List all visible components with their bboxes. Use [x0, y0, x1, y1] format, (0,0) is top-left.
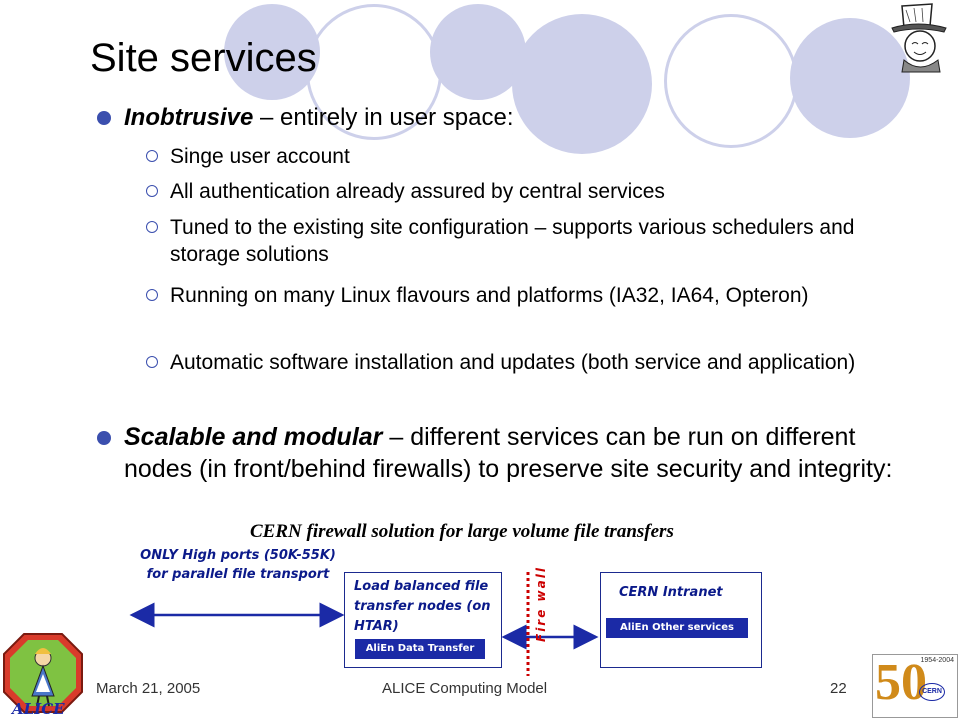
- cern-logo-dates: 1954-2004: [920, 657, 954, 664]
- diagram-caption: CERN firewall solution for large volume file transfers: [250, 521, 674, 542]
- footer-date: March 21, 2005: [96, 680, 201, 697]
- bullet-text: – different services can be run on different nodes (in front/behind firewalls) to preserve site security and integrity:: [124, 423, 893, 483]
- sub-bullet-2: All authentication already assured by central services: [170, 180, 665, 203]
- load-balanced-label: Load balanced file transfer nodes (on HTAR): [354, 579, 491, 634]
- intranet-label: CERN Intranet: [619, 585, 723, 600]
- bullet-text: – entirely in user space:: [253, 104, 514, 131]
- firewall-label: Fire wall: [534, 566, 548, 642]
- sub-bullet-3: Tuned to the existing site configuration – supports various schedulers and storage solutions: [170, 216, 855, 266]
- cern-logo-org: CERN: [919, 683, 945, 701]
- cern-50-logo: [872, 654, 958, 718]
- sub-bullet-1: Singe user account: [170, 145, 350, 168]
- data-transfer-tag: AliEn Data Transfer: [355, 639, 485, 659]
- bullet-emphasis: Scalable and modular: [124, 423, 383, 451]
- cern-logo-year: 50: [875, 654, 927, 711]
- footer-title: ALICE Computing Model: [382, 680, 548, 697]
- bullet-emphasis: Inobtrusive: [124, 104, 254, 131]
- ports-label: ONLY High ports (50K-55K) for parallel file transport: [140, 548, 336, 582]
- slide-title: Site services: [90, 36, 317, 80]
- sub-bullet-4: Running on many Linux flavours and platforms (IA32, IA64, Opteron): [170, 284, 809, 307]
- footer-page-number: 22: [830, 680, 847, 697]
- sub-bullet-5: Automatic software installation and updates (both service and application): [170, 351, 856, 374]
- alice-logo-text: ALICE: [12, 700, 65, 718]
- other-services-tag: AliEn Other services: [606, 618, 748, 638]
